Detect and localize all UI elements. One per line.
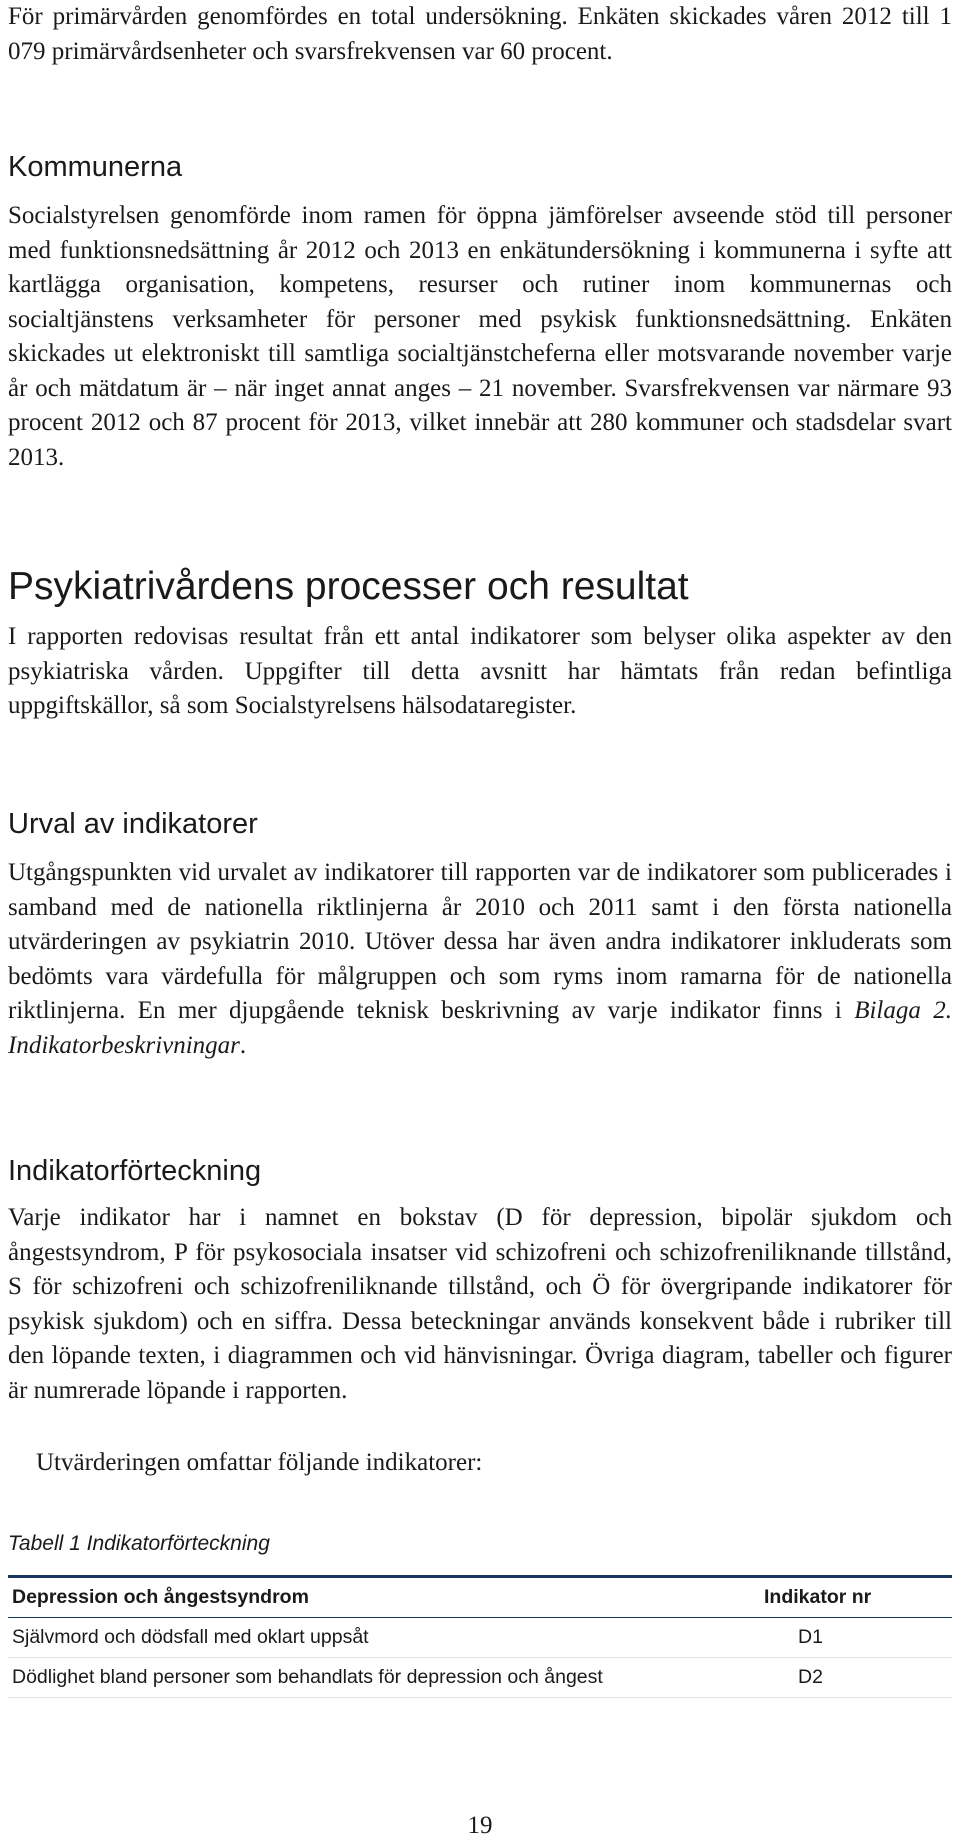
page-number: 19 xyxy=(467,1812,493,1839)
intro-paragraph: För primärvården genomfördes en total undersökning. Enkäten skickades våren 2012 till 1 079 primärvårdsenheter och svarsfrekvensen var 60 procent. xyxy=(8,3,952,65)
heading-indikatorforteckning: Indikatorförteckning xyxy=(8,1155,262,1187)
table-header-category: Depression och ångestsyndrom xyxy=(8,1577,744,1618)
urval-paragraph xyxy=(8,856,952,1063)
table-cell-nr: D2 xyxy=(744,1658,952,1698)
table-header-row xyxy=(8,1577,952,1618)
heading-urval: Urval av indikatorer xyxy=(8,808,258,840)
forteckning-lead: Utvärderingen omfattar följande indikatorer: xyxy=(36,1449,483,1476)
urval-text-end: . xyxy=(239,1031,247,1059)
section-paragraph: I rapporten redovisas resultat från ett antal indikatorer som belyser olika aspekter av den psykiatriska vården. Uppgifter till detta avsnitt har hämtats från redan befintliga uppgiftskällor, så som Socialstyrelsens hälsodataregister. xyxy=(8,623,952,719)
section-heading: Psykiatrivårdens processer och resultat xyxy=(8,565,689,608)
table-cell-name: Dödlighet bland personer som behandlats för depression och ångest xyxy=(8,1658,744,1698)
forteckning-paragraph: Varje indikator har i namnet en bokstav (D för depression, bipolär sjukdom och ångestsyndrom, P för psykosociala insatser vid schizofreni och schizofreniliknande tillstånd, S för schizofreni och schizofreniliknande tillstånd, och Ö för övergripande indikatorer för psykisk sjukdom) och en siffra. Dessa beteckningar används konsekvent både i rubriker till den löpande texten, i diagrammen och vid hänvisningar. Övriga diagram, tabeller och figurer är numrerade löpande i rapporten. xyxy=(8,1204,952,1404)
table-caption: Tabell 1 Indikatorförteckning xyxy=(8,1532,270,1555)
heading-kommunerna: Kommunerna xyxy=(8,151,183,183)
urval-text: Utgångspunkten vid urvalet av indikatorer till rapporten var de indikatorer som publicerades i samband med de nationella riktlinjerna år 2010 och 2011 samt i den första nationella utvärderingen av psykiatrin 2010. Utöver dessa har även andra indikatorer inkluderats som bedömts vara värdefulla för målgruppen och som ryms inom ramarna för de nationella riktlinjerna. En mer djupgående teknisk beskrivning av varje indikator finns i xyxy=(8,859,952,1024)
table-row xyxy=(8,1618,952,1658)
table-cell-nr: D1 xyxy=(744,1618,952,1658)
table-cell-name: Självmord och dödsfall med oklart uppsåt xyxy=(8,1618,744,1658)
urval-appendix-reference: Bilaga 2. Indikatorbeskrivningar xyxy=(8,997,952,1059)
kommunerna-paragraph: Socialstyrelsen genomförde inom ramen för öppna jämförelser avseende stöd till personer med funktionsnedsättning år 2012 och 2013 en enkätundersökning i kommunerna i syfte att kartlägga organisation, kompetens, resurser och rutiner inom kommunernas och socialtjänstens verksamheter för personer med psykisk funktionsnedsättning. Enkäten skickades ut elektroniskt till samtliga socialtjänstcheferna eller motsvarande november varje år och mätdatum är – när inget annat anges – 21 november. Svarsfrekvensen var närmare 93 procent 2012 och 87 procent för 2013, vilket innebär att 280 kommuner och stadsdelar svart 2013. xyxy=(8,202,952,471)
table-header-indicator-nr: Indikator nr xyxy=(744,1577,952,1618)
table-row xyxy=(8,1658,952,1698)
indicator-table xyxy=(8,1575,952,1698)
